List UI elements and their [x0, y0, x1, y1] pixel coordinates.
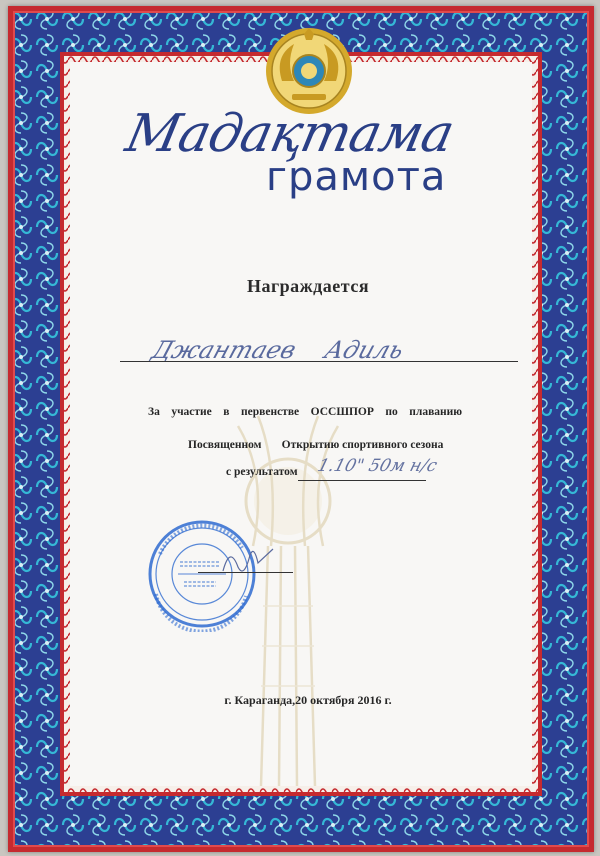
kazakhstan-emblem — [264, 26, 354, 116]
signature-line — [198, 572, 293, 573]
recipient-name: Джантаев Адиль — [148, 336, 408, 364]
signature — [218, 541, 278, 581]
title-kazakh: Мадақтама — [120, 104, 459, 164]
participation-line: За участие в первенстве ОССШПОР по плаванию — [148, 406, 463, 418]
result-underline — [298, 480, 426, 481]
result-label: с результатом — [226, 466, 298, 478]
award-heading: Награждается — [246, 276, 370, 296]
title-russian: грамота — [266, 154, 447, 200]
certificate-sheet — [8, 6, 594, 852]
place-and-date: г. Караганда,20 октября 2016 г. — [224, 693, 392, 707]
name-underline — [120, 361, 518, 362]
result-value: 1.10" 50м н/с — [315, 456, 440, 476]
event-line: Посвященном Открытию спортивного сезона — [188, 439, 444, 451]
